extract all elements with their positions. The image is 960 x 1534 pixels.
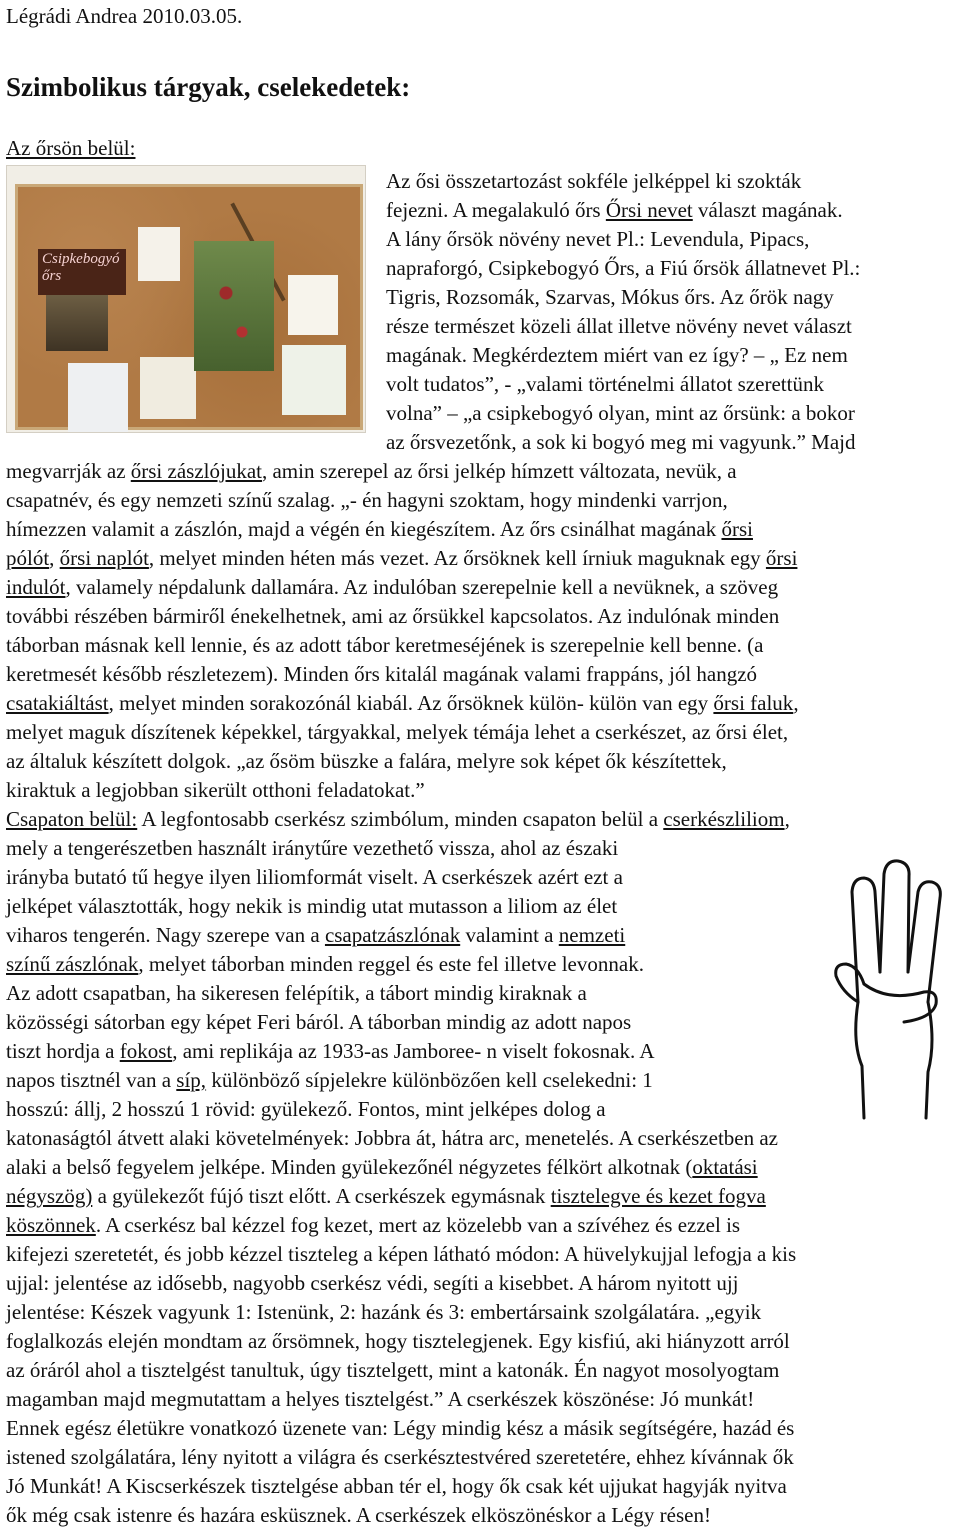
text-segment: magának. Megkérdeztem miért van ez így? – „ Ez nem: [386, 343, 848, 367]
text-segment: jelképet választották, hogy nekik is mindig utat mutasson a liliom az élet: [6, 894, 618, 918]
text-line: [386, 167, 801, 196]
text-segment: irányba butató tű hegye ilyen liliomformát viselt. A cserkészek azért ezt a: [6, 865, 623, 889]
text-segment: foglalkozás elején mondtam az őrsömnek, hogy tisztelegjenek. Egy kisfiú, aki hiányzott arról: [6, 1329, 790, 1353]
text-line: [6, 457, 737, 486]
text-segment: ,: [49, 546, 60, 570]
text-segment: volna” – „a csipkebogyó olyan, mint az őrsünk: a bokor: [386, 401, 855, 425]
document-title: Szimbolikus tárgyak, cselekedetek:: [6, 72, 411, 102]
text-segment: kifejezi szeretetét, és jobb kézzel tiszteleg a képen látható módon: A hüvelykujjal lefogja a kis: [6, 1242, 797, 1266]
text-line: [6, 1269, 739, 1298]
underlined-term: nemzeti: [558, 923, 626, 947]
rosehip-picture: [194, 241, 274, 371]
text-line: [6, 1095, 606, 1124]
text-line: [6, 515, 753, 544]
text-segment: további részében bármiről énekelhetnek, ami az őrsükkel kapcsolatos. Az indulónak minden: [6, 604, 780, 628]
text-line: [6, 1182, 766, 1211]
text-line: [6, 747, 727, 776]
text-line: [6, 1501, 711, 1530]
text-line: [6, 950, 644, 979]
pinned-paper: [282, 345, 346, 415]
text-line: [6, 834, 618, 863]
pinned-paper: [288, 275, 338, 335]
text-segment: Ennek egész életükre vonatkozó üzenete van: Légy mindig kész a másik segítségére, hazád és: [6, 1416, 795, 1440]
text-line: [6, 1472, 787, 1501]
underlined-term: csapatzászlónak: [324, 923, 461, 947]
text-segment: , valamely népdalunk dallamára. Az indulóban szerepelnie kell a nevüknek, a szöveg: [65, 575, 779, 599]
text-line: [6, 1414, 794, 1443]
text-line: [6, 1008, 631, 1037]
text-segment: magamban majd megmutattam a helyes tisztelgést.” A cserkészek köszönése: Jó munkát!: [6, 1387, 755, 1411]
text-segment: , melyet minden héten más vezet. Az őrsöknek kell írniuk maguknak egy: [148, 546, 766, 570]
text-segment: fejezni. A megalakuló őrs: [386, 198, 606, 222]
text-segment: . A cserkész bal kézzel fog kezet, mert az közelebb van a szívéhez és ezzel is: [95, 1213, 741, 1237]
pinned-paper: [68, 363, 128, 433]
text-segment: A legfontosabb cserkész szimbólum, minden csapaton belül a: [137, 807, 664, 831]
text-line: [386, 283, 834, 312]
text-line: [386, 312, 852, 341]
text-segment: ujjal: jelentése az idősebb, nagyobb cserkész védi, segíti a kisebbet. A három nyitott ujj: [6, 1271, 739, 1295]
pinned-paper: [138, 227, 180, 281]
text-line: [6, 486, 728, 515]
text-line: [6, 1153, 758, 1182]
pinned-paper: [140, 357, 196, 419]
text-segment: Jó Munkát! A Kiscserkészek tisztelgése abban tér el, hogy ők csak két ujjukat hagyják nyitva: [6, 1474, 787, 1498]
underlined-term: őrsi: [765, 546, 798, 570]
text-line: [386, 254, 860, 283]
text-line: [6, 1211, 740, 1240]
subsection-heading: Az őrsön belül:: [6, 136, 136, 160]
text-line: [6, 602, 779, 631]
text-segment: ,: [784, 807, 790, 831]
underlined-term: négyszög): [6, 1184, 93, 1208]
text-line: [386, 428, 855, 457]
text-line: [6, 892, 617, 921]
text-segment: Az ősi összetartozást sokféle jelképpel ki szokták: [386, 169, 802, 193]
text-line: [6, 660, 757, 689]
text-segment: ők még csak istenre és hazára esküsznek. A cserkészek elköszönéskor a Légy résen!: [6, 1503, 711, 1527]
text-segment: jelentése: Készek vagyunk 1: Istenünk, 2: hazánk és 3: embertársaink szolgálatára. „egyik: [6, 1300, 762, 1324]
text-line: [6, 1385, 754, 1414]
text-segment: istened szolgálatára, lény nyitott a világra és cserkésztestvéred szeretetére, ehhez kívánnak ők: [6, 1445, 794, 1469]
text-line: [6, 776, 425, 805]
underlined-term: oktatási: [692, 1155, 758, 1179]
text-line: [6, 718, 788, 747]
underlined-term: tisztelegve és kezet fogva: [550, 1184, 766, 1208]
text-segment: közösségi sátorban egy képet Feri báról. A táborban mindig az adott napos: [6, 1010, 632, 1034]
text-segment: viharos tengerén. Nagy szerepe van a: [6, 923, 325, 947]
text-line: [6, 1443, 794, 1472]
text-segment: , melyet táborban minden reggel és este fel illetve levonnak.: [138, 952, 644, 976]
text-segment: hosszú: állj, 2 hosszú 1 rövid: gyülekező. Fontos, mint jelképes dolog a: [6, 1097, 606, 1121]
underlined-term: őrsi zászlójukat: [130, 459, 262, 483]
text-segment: ,: [793, 691, 799, 715]
text-line: [6, 1298, 761, 1327]
underlined-term: fokost: [119, 1039, 173, 1063]
text-line: [6, 979, 587, 1008]
text-segment: alaki a belső fegyelem jelképe. Minden gyülekezőnél négyzetes félkört alkotnak (: [6, 1155, 693, 1179]
text-line: [386, 370, 824, 399]
text-line: [386, 196, 843, 225]
underlined-term: őrsi faluk: [713, 691, 794, 715]
text-segment: , ami replikája az 1933-as Jamboree- n viselt fokosnak. A: [172, 1039, 655, 1063]
text-line: [386, 399, 855, 428]
text-segment: a gyülekezőt fújó tiszt előtt. A cserkészek egymásnak: [92, 1184, 551, 1208]
underlined-term: őrsi naplót: [59, 546, 149, 570]
text-line: [6, 863, 623, 892]
text-line: [386, 225, 809, 254]
author-date-header: Légrádi Andrea 2010.03.05.: [6, 4, 243, 28]
text-line: [6, 921, 625, 950]
text-segment: hímezzen valamit a zászlón, majd a végén én kiegészítem. Az őrs csinálhat magának: [6, 517, 722, 541]
underlined-term: indulót: [6, 575, 66, 599]
text-segment: kiraktuk a legjobban sikerült otthoni feladatokat.”: [6, 778, 425, 802]
text-segment: katonaságtól átvett alaki követelmények: Jobbra át, hátra arc, menetelés. A cserkészetben az: [6, 1126, 779, 1150]
text-line: [6, 544, 797, 573]
text-segment: melyet maguk díszítenek képekkel, tárgyakkal, melyek témája lehet a cserkészet, az őrsi élet,: [6, 720, 789, 744]
text-line: [6, 1240, 796, 1269]
text-segment: volt tudatos”, - „valami történelmi állatot szerettünk: [386, 372, 824, 396]
underlined-term: pólót: [6, 546, 50, 570]
underlined-term: Csapaton belül:: [6, 807, 138, 831]
text-line: [6, 1356, 779, 1385]
text-segment: megvarrják az: [6, 459, 131, 483]
text-line: [6, 689, 799, 718]
text-segment: Tigris, Rozsomák, Szarvas, Mókus őrs. Az őrök nagy: [386, 285, 834, 309]
cork-board: [15, 184, 363, 430]
underlined-term: síp,: [176, 1068, 207, 1092]
text-segment: mely a tengerészetben használt iránytűre vezethető vissza, ahol az északi: [6, 836, 619, 860]
text-line: [6, 1037, 655, 1066]
text-line: [386, 341, 848, 370]
underlined-term: köszönnek: [6, 1213, 96, 1237]
text-segment: keretmesét később részletezem). Minden őrs kitalál magának valami frappáns, jól hangzó: [6, 662, 758, 686]
underlined-term: őrsi: [721, 517, 753, 541]
text-segment: az óráról ahol a tisztelgést tanultuk, úgy tisztelgett, mint a katonák. Én nagyot mosolyogtam: [6, 1358, 780, 1382]
text-line: [6, 1066, 653, 1095]
text-segment: az őrsvezetőnk, a sok ki bogyó meg mi vagyunk.” Majd: [386, 430, 856, 454]
text-segment: , amin szerepel az őrsi jelkép hímzett változata, nevük, a: [261, 459, 737, 483]
text-segment: különböző sípjelekre különbözően kell cselekedni: 1: [206, 1068, 653, 1092]
text-segment: napraforgó, Csipkebogyó Őrs, a Fiú őrsök állatnevet Pl.:: [386, 256, 861, 280]
text-segment: valamint a: [460, 923, 559, 947]
text-segment: része természet közeli állat illetve növény nevet választ: [386, 314, 852, 338]
text-line: [6, 573, 778, 602]
text-segment: választ magának.: [692, 198, 843, 222]
underlined-term: csatakiáltást: [6, 691, 109, 715]
scout-salute-hand-illustration: [828, 852, 956, 1124]
text-segment: A lány őrsök növény nevet Pl.: Levendula, Pipacs,: [386, 227, 810, 251]
text-segment: az általuk készített dolgok. „az ősöm büszke a falára, melyre sok képet ők készítettek,: [6, 749, 727, 773]
text-line: [6, 631, 763, 660]
text-segment: csapatnév, és egy nemzeti színű szalag. „- én hagyni szoktam, hogy mindenki varrjon,: [6, 488, 728, 512]
text-segment: Az adott csapatban, ha sikeresen felépítik, a tábort mindig kiraknak a: [6, 981, 587, 1005]
patrol-name-sign: Csipkebogyó őrs: [38, 249, 126, 295]
bulletin-board-photo: [6, 165, 366, 433]
text-line: [6, 805, 790, 834]
underlined-term: Őrsi nevet: [605, 198, 693, 222]
text-line: [6, 1327, 790, 1356]
text-segment: , melyet minden sorakozónál kiabál. Az őrsöknek külön- külön van egy: [108, 691, 714, 715]
underlined-term: színű zászlónak: [6, 952, 139, 976]
text-segment: tiszt hordja a: [6, 1039, 120, 1063]
text-line: [6, 1124, 778, 1153]
text-segment: napos tisztnél van a: [6, 1068, 177, 1092]
text-segment: táborban másnak kell lennie, és az adott tábor keretmeséjének is szerepelnie kell benne. (a: [6, 633, 764, 657]
underlined-term: cserkészliliom: [663, 807, 785, 831]
